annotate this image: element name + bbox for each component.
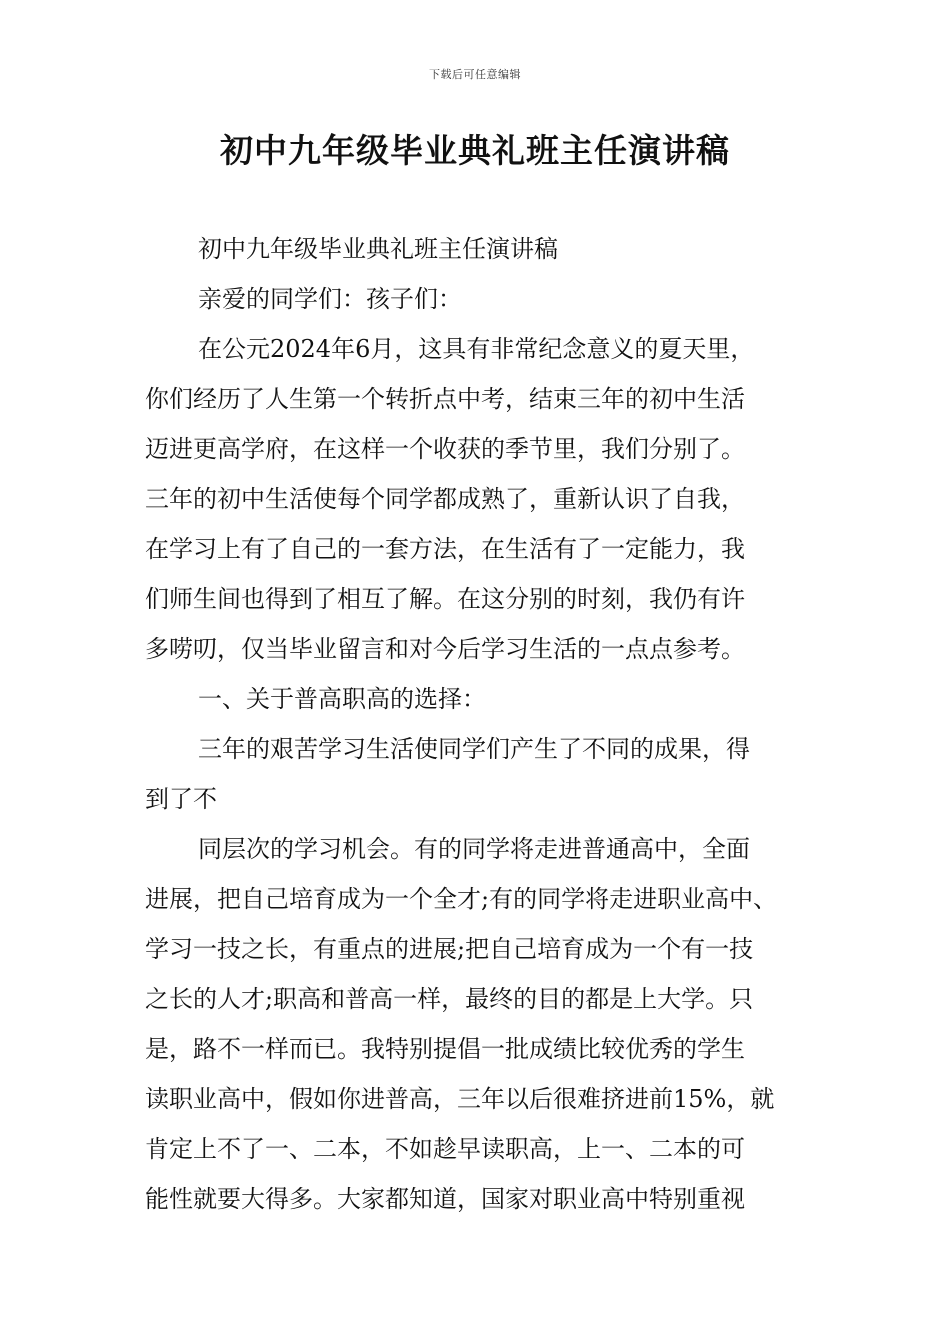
body-line: 同层次的学习机会。有的同学将走进普通高中，全面 [198,835,750,863]
body-line: 学习一技之长，有重点的进展;把自己培育成为一个有一技 [145,935,754,963]
body-line: 是，路不一样而已。我特别提倡一批成绩比较优秀的学生 [145,1035,745,1063]
body-line: 在公元2024年6月，这具有非常纪念意义的夏天里， [198,335,755,363]
body-line: 多唠叨，仅当毕业留言和对今后学习生活的一点点参考。 [145,635,745,663]
body-line: 三年的初中生活使每个同学都成熟了，重新认识了自我， [145,485,745,513]
body-line: 在学习上有了自己的一套方法，在生活有了一定能力，我 [145,535,745,563]
body-line: 肯定上不了一、二本，不如趁早读职高，上一、二本的可 [145,1135,745,1163]
body-line: 读职业高中，假如你进普高，三年以后很难挤进前15%，就 [145,1085,775,1113]
body-line: 你们经历了人生第一个转折点中考，结束三年的初中生活 [145,385,745,413]
body-line: 三年的艰苦学习生活使同学们产生了不同的成果，得 [198,735,750,763]
watermark-text: 下载后可任意编辑 [429,68,521,81]
body-line: 迈进更高学府，在这样一个收获的季节里，我们分别了。 [145,435,745,463]
body-line: 能性就要大得多。大家都知道，国家对职业高中特别重视 [145,1185,745,1213]
body-line: 进展，把自己培育成为一个全才;有的同学将走进职业高中、 [145,885,778,913]
body-line: 初中九年级毕业典礼班主任演讲稿 [198,235,558,263]
body-line: 之长的人才;职高和普高一样，最终的目的都是上大学。只 [145,985,754,1013]
body-line: 们师生间也得到了相互了解。在这分别的时刻，我仍有许 [145,585,745,613]
body-line: 亲爱的同学们：孩子们： [198,285,462,313]
document-title: 初中九年级毕业典礼班主任演讲稿 [220,131,730,170]
document-body [145,224,810,1224]
body-line: 到了不 [145,785,217,813]
body-line: 一、关于普高职高的选择： [198,685,486,713]
